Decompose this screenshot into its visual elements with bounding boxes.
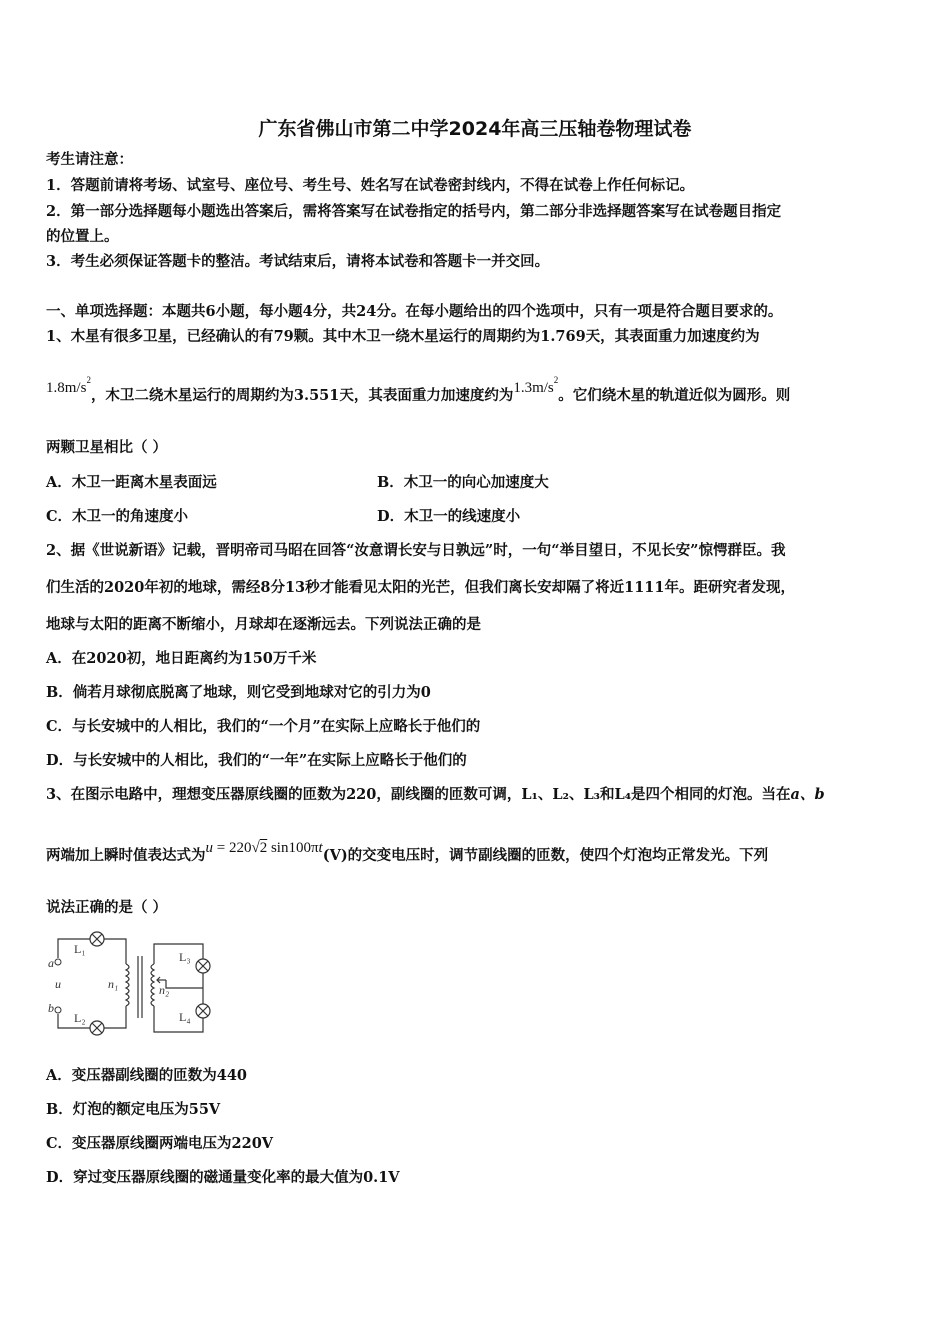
label-l3: L₃ [179,950,191,964]
q2-option-b: B．倘若月球彻底脱离了地球，则它受到地球对它的引力为0 [46,684,431,701]
q3-line-3: 说法正确的是（ ） [46,899,168,916]
transformer-circuit-diagram [46,926,226,1044]
q2-option-c: C．与长安城中的人相比，我们的“一个月”在实际上应略长于他们的 [46,718,481,735]
q3-option-a: A．变压器副线圈的匝数为440 [46,1067,248,1084]
terminal-b-dot [55,1007,61,1013]
q2-line-1: 2、据《世说新语》记载，晋明帝司马昭在回答“汝意谓长安与日孰远”时，一句“举目望日，不见长安”惊愕群臣。我 [46,542,786,559]
label-l4: L₄ [179,1010,191,1024]
terminal-a-dot [55,959,61,965]
q3-option-b: B．灯泡的额定电压为55V [46,1101,221,1118]
q1-option-c: C．木卫一的角速度小 [46,508,189,525]
page-title: 广东省佛山市第二中学2024年高三压轴卷物理试卷 [258,118,692,140]
label-n1: n₁ [108,977,119,991]
label-a: a [48,956,54,970]
q3-voltage-formula: u = 220√2 sin100πt [205,840,323,856]
label-u: u [55,977,61,991]
label-b: b [48,1001,54,1015]
q3-option-d: D．穿过变压器原线圈的磁通量变化率的最大值为0.1V [46,1169,400,1186]
label-l1: L₁ [74,942,86,956]
q2-line-2: 们生活的2020年初的地球，需经8分13秒才能看见太阳的光芒，但我们离长安却隔了将近1111年。距研究者发现， [46,579,795,596]
q1-line-1: 1、木星有很多卫星，已经确认的有79颗。其中木卫一绕木星运行的周期约为1.769天，其表面重力加速度约为 [46,328,760,345]
q3-lamps: L₁、L₂、L₃和L₄ [521,786,632,803]
q3-terminals: a、b [790,786,825,803]
section-1-heading: 一、单项选择题：本题共6小题，每小题4分，共24分。在每小题给出的四个选项中，只有一项是符合题目要求的。 [46,303,783,320]
q2-option-d: D．与长安城中的人相比，我们的“一年”在实际上应略长于他们的 [46,752,467,769]
label-n2: n₂ [159,983,170,997]
notice-item-2-line-2: 的位置上。 [46,228,119,245]
q3-option-c: C．变压器原线圈两端电压为220V [46,1135,274,1152]
q3-line-2: 两端加上瞬时值表达式为u = 220√2 sin100πt(V)的交变电压时，调节副线圈的匝数，使四个灯泡均正常发光。下列 [46,840,769,864]
notice-item-1: 1．答题前请将考场、试室号、座位号、考生号、姓名写在试卷密封线内，不得在试卷上作任何标记。 [46,177,695,194]
q3-line-1: 3、在图示电路中，理想变压器原线圈的匝数为220，副线圈的匝数可调，L₁、L₂、L₃和L₄是四个相同的灯泡。当在a、b [46,786,825,803]
label-l2: L₂ [74,1011,86,1025]
q1-option-a: A．木卫一距离木星表面远 [46,474,217,491]
notice-item-2-line-1: 2．第一部分选择题每小题选出答案后，需将答案写在试卷指定的括号内，第二部分非选择题答案写在试卷题目指定 [46,203,782,220]
q1-line-3: 两颗卫星相比（ ） [46,439,168,456]
notice-item-3: 3．考生必须保证答题卡的整洁。考试结束后，请将本试卷和答题卡一并交回。 [46,253,550,270]
q1-gravity-2: $1.3m/s^2$ [513,375,559,396]
q1-option-d: D．木卫一的线速度小 [377,508,521,525]
notice-heading: 考生请注意： [46,151,133,168]
q1-line-2: $1.8m/s^2$，木卫二绕木星运行的周期约为3.551天，其表面重力加速度约为$1.3m/s^2$。它们绕木星的轨道近似为圆形。则 [46,375,791,404]
q1-option-b: B．木卫一的向心加速度大 [377,474,549,491]
q2-option-a: A．在2020初，地日距离约为150万千米 [46,650,317,667]
q1-gravity-1: $1.8m/s^2$ [46,375,91,396]
q2-line-3: 地球与太阳的距离不断缩小，月球却在逐渐远去。下列说法正确的是 [46,616,481,633]
